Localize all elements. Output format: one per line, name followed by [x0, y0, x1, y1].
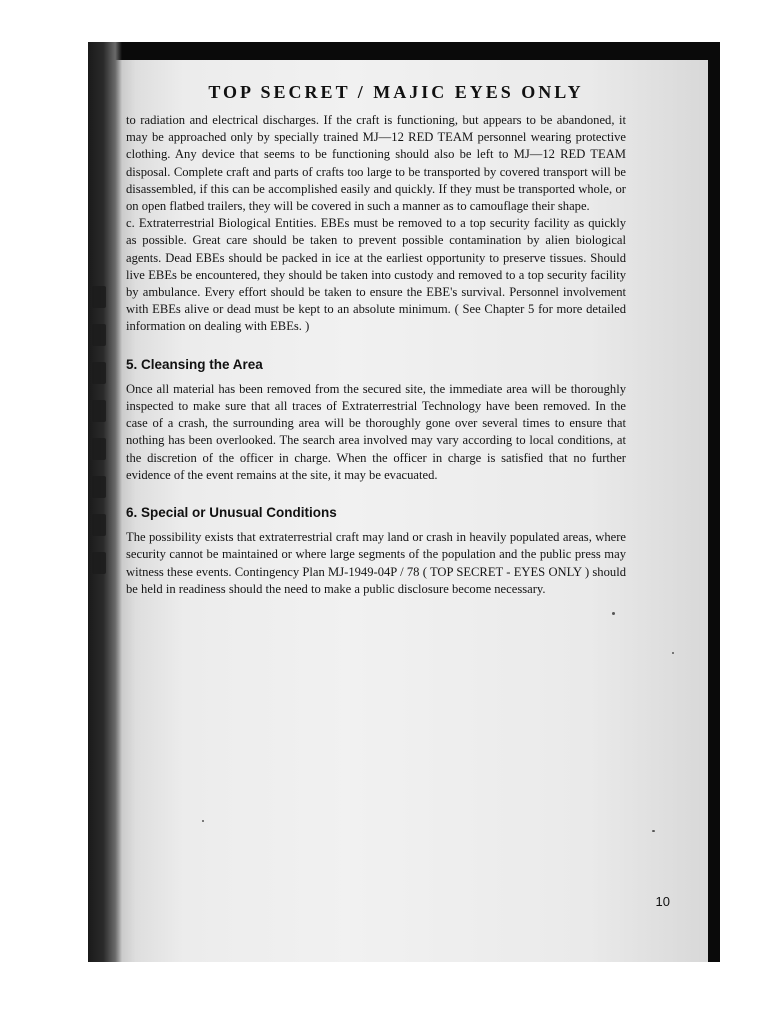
section-heading-cleansing: 5. Cleansing the Area	[126, 356, 263, 372]
page-number: 10	[655, 894, 670, 909]
paragraph-special-conditions: The possibility exists that extraterrestrial craft may land or crash in heavily populated areas, where security cannot be maintained or where large segments of the population and the public press may witness these events. Contingency Plan MJ-1949-04P / 78 ( TOP SECRET - EYES ONLY ) should be held in readiness should the need to make a public disclosure become necessary.	[126, 530, 626, 596]
paragraph-ebes: c. Extraterrestrial Biological Entities. EBEs must be removed to a top security facility as quickly as possible. Great care should be taken to prevent possible contamination by alien biological agents. Dead EBEs should be packed in ice at the earliest opportunity to preserve tissues. Should live EBEs be encountered, they should be taken into custody and removed to a top security facility by ambulance. Every effort should be taken to ensure the EBE's survival. Personnel involvement with EBEs alive or dead must be kept to an absolute minimum. ( See Chapter 5 for more detailed information on dealing with EBEs. )	[126, 216, 626, 334]
page-body	[126, 112, 626, 598]
paragraph-recovery: to radiation and electrical discharges. If the craft is functioning, but appears to be abandoned, it may be approached only by specially trained MJ—12 RED TEAM personnel wearing protective clothing. Any device that seems to be functioning should also be left to MJ—12 RED TEAM disposal. Complete craft and parts of crafts too large to be transported by covered transport will be disassembled, if this can be accomplished easily and quickly. If they must be transported whole, or on open flatbed trailers, they will be covered in such a manner as to camouflage their shape.	[126, 113, 626, 214]
paragraph-cleansing: Once all material has been removed from the secured site, the immediate area will be thoroughly inspected to make sure that all traces of Extraterrestrial Technology have been removed. In the case of a crash, the surrounding area will be thoroughly gone over several times to ensure that nothing has been overlooked. The search area involved may vary according to local conditions, at the discretion of the officer in charge. When the officer in charge is satisfied that no further evidence of the event remains at the site, it may be evacuated.	[126, 381, 626, 482]
section-heading-special-conditions: 6. Special or Unusual Conditions	[126, 505, 337, 521]
facing-page-bleed	[92, 270, 114, 630]
classification-header: TOP SECRET / MAJIC EYES ONLY	[208, 82, 584, 102]
document-page	[112, 60, 708, 962]
